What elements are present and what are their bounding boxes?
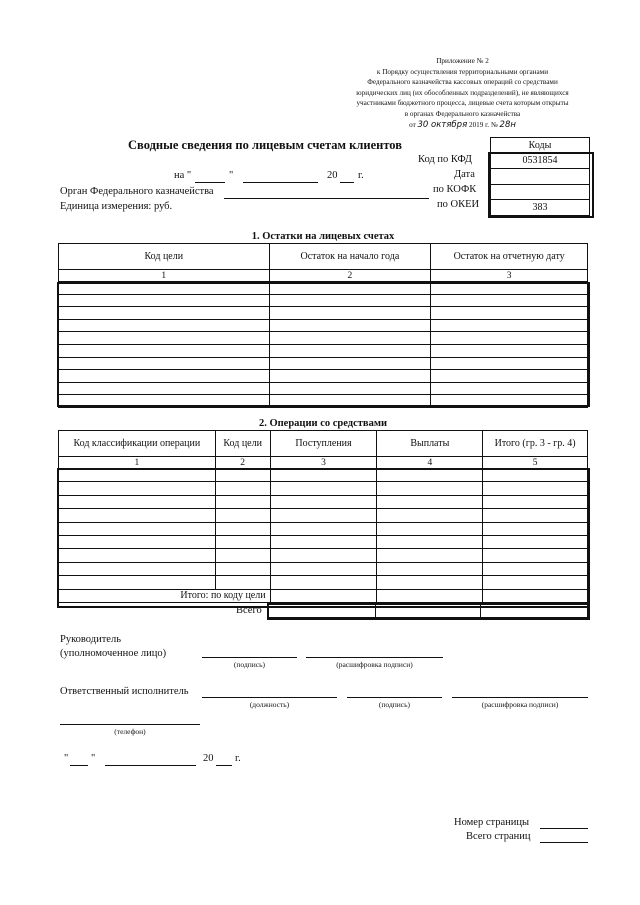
col-header: Итого (гр. 3 - гр. 4) [483,431,588,457]
col-header: Код классификации операции [59,431,216,457]
phone-line [60,724,200,725]
head-decode-line [306,657,443,658]
appendix-block [340,56,585,130]
head-decode-caption: (расшифровка подписи) [336,660,413,669]
executor-sign-caption: (подпись) [378,700,411,709]
codes-header: Коды [491,138,590,154]
bottom-date-quote-open: " [64,753,69,764]
executor-decode-line [452,697,588,698]
unit-label: Единица измерения: руб. [60,201,173,212]
executor-position-line [202,697,337,698]
col-number: 5 [483,457,588,469]
appendix-line: участниками бюджетного процесса, лицевые счета которым открыты [356,99,569,108]
balances-body-frame [57,282,590,407]
col-number: 1 [59,270,270,282]
appendix-number-handwritten: 28н [499,119,516,130]
col-header: Код цели [59,244,270,270]
executor-sign-line [347,697,442,698]
date-mid: " [229,170,234,181]
col-number: 3 [270,457,377,469]
operations-body-frame [57,468,590,608]
col-header: Код цели [215,431,270,457]
code-date-label: Дата [454,169,475,180]
document-title: Сводные сведения по лицевым счетам клиентов [128,138,402,152]
code-okei-label: по ОКЕИ [437,199,480,210]
date-year-suffix: г. [358,170,364,181]
phone-caption: (телефон) [114,727,146,736]
code-kfd-label: Код по КФД [418,154,472,165]
col-number: 2 [269,270,431,282]
bottom-date-year-prefix: 20 [203,753,214,764]
appendix-line: юридических лиц (их обособленных подразделений), не являющихся [356,88,569,97]
head-label: Руководитель [60,634,121,645]
section1-title: 1. Остатки на лицевых счетах [251,231,395,242]
codes-outer-frame [488,152,594,218]
appendix-date-line [340,120,585,131]
date-month-line [243,182,318,183]
total-frame [267,603,590,620]
total-label: Всего [236,605,262,616]
head-sign-caption: (подпись) [233,660,266,669]
executor-label: Ответственный исполнитель [60,686,189,697]
code-kfd-value: 0531854 [491,153,590,169]
col-header: Остаток на отчетную дату [431,244,588,270]
executor-position-caption: (должность) [249,700,290,709]
head-sign-line [202,657,297,658]
date-prefix: на " [174,170,192,181]
appendix-line: к Порядку осуществления территориальными органами [376,67,549,76]
total-pages-label: Всего страниц [466,831,531,842]
bottom-date-quote-close: " [91,753,96,764]
page-number-label: Номер страницы [454,817,530,828]
executor-decode-caption: (расшифровка подписи) [481,700,559,709]
head-label-sub: (уполномоченное лицо) [60,648,167,659]
col-header: Поступления [270,431,377,457]
bottom-date-day-line [70,765,88,766]
page-number-line [540,828,588,829]
code-kofk-label: по КОФК [433,184,477,195]
bottom-date-month-line [105,765,196,766]
appendix-line: Федерального казначейства кассовых операций со средствами [367,78,558,87]
appendix-line: Приложение № 2 [436,57,489,65]
bottom-date-year-suffix: г. [235,753,241,764]
code-okei-value: 383 [491,200,590,216]
subtotal-label: Итого: по коду цели [59,589,271,602]
date-year-line [340,182,354,183]
appendix-line: в органах Федерального казначейства [404,109,521,118]
section2-title: 2. Операции со средствами [258,418,388,429]
col-number: 1 [59,457,216,469]
col-number: 2 [215,457,270,469]
date-year-prefix: 20 [327,170,338,181]
col-number: 3 [431,270,588,282]
appendix-date-handwritten: 30 октября [417,119,468,130]
org-label: Орган Федерального казначейства [60,186,214,197]
date-day-line [195,182,225,183]
bottom-date-year-line [216,765,232,766]
appendix-date-year: 2019 г. № [468,120,498,129]
col-header: Остаток на начало года [269,244,431,270]
appendix-date-prefix: от [409,120,416,129]
total-pages-line [540,842,588,843]
org-line [224,198,429,199]
col-header: Выплаты [377,431,483,457]
col-number: 4 [377,457,483,469]
